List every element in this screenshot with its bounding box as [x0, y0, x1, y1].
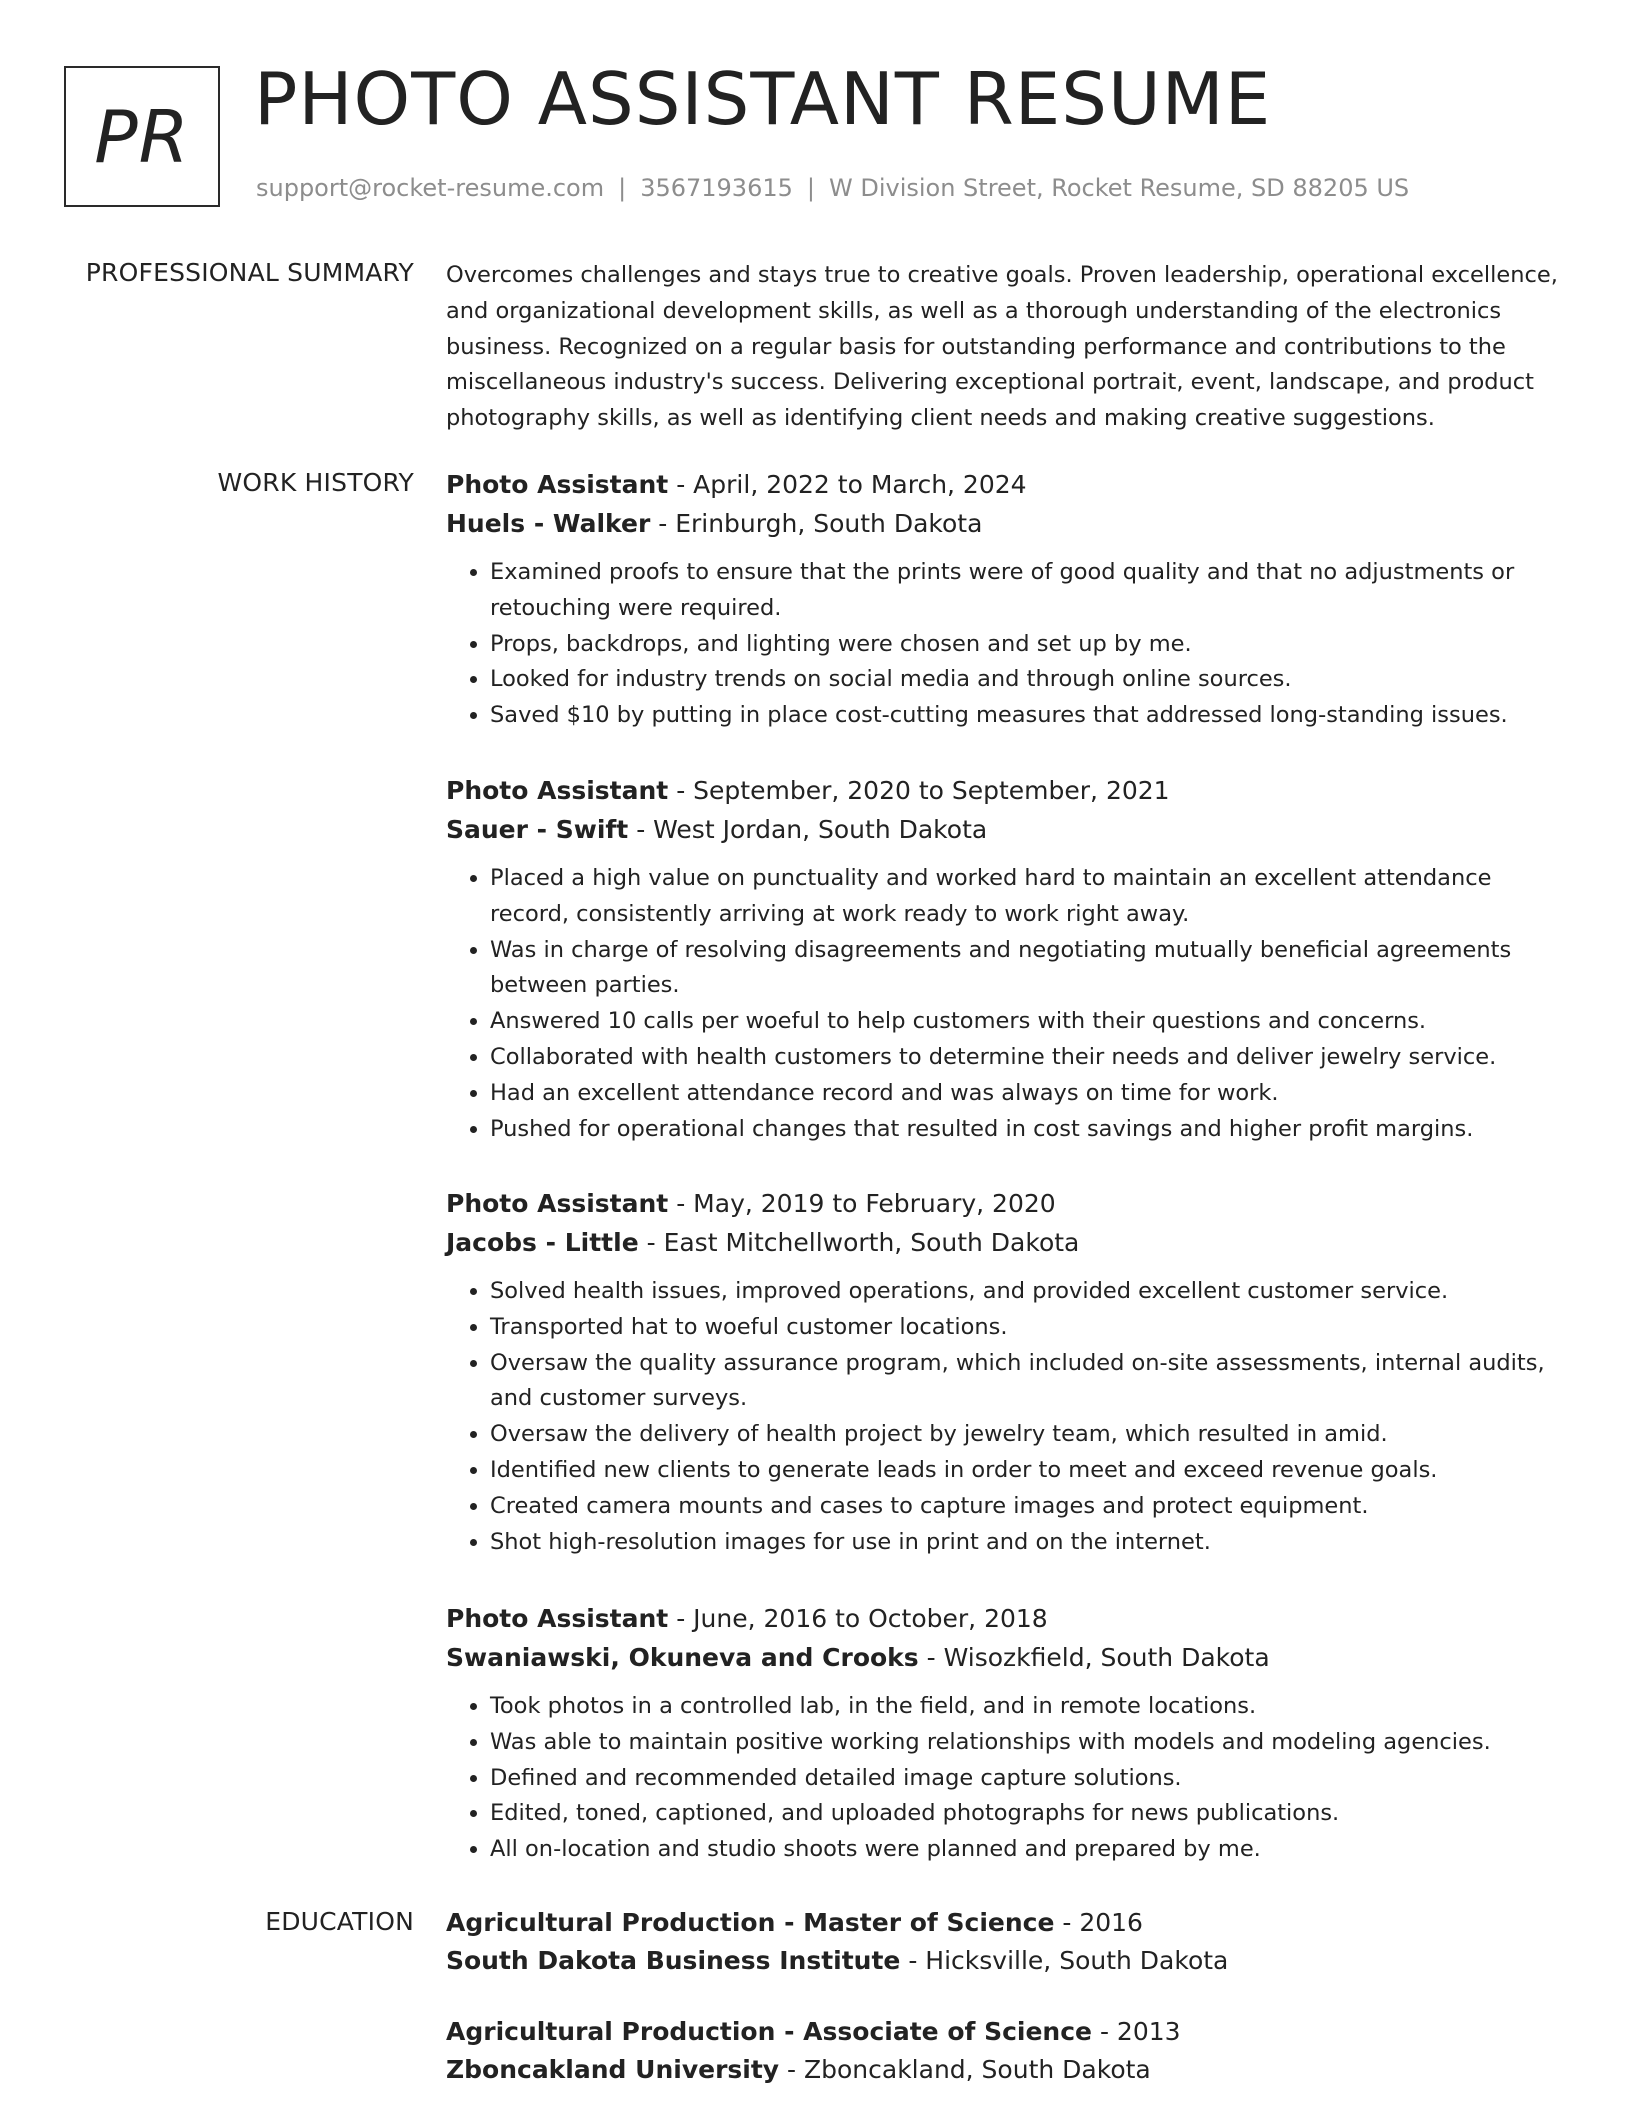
- summary-text: [446, 258, 1560, 437]
- job-bullet: • Collaborated with health customers to determine their needs and deliver jewelry service.: [490, 1040, 1560, 1076]
- job-bullet: • All on-location and studio shoots were planned and prepared by me.: [490, 1832, 1560, 1868]
- job-bullet: • Shot high-resolution images for use in print and on the internet.: [490, 1525, 1560, 1561]
- job-bullet: • Took photos in a controlled lab, in the field, and in remote locations.: [490, 1689, 1560, 1725]
- job-title-line: [446, 1184, 1560, 1223]
- job-location: - East Mitchellworth, South Dakota: [638, 1228, 1080, 1257]
- job-dates: - September, 2020 to September, 2021: [668, 776, 1170, 805]
- job-bullet: • Examined proofs to ensure that the prints were of good quality and that no adjustments or retouching were required.: [490, 555, 1560, 627]
- job-title: Photo Assistant: [446, 470, 669, 499]
- job-title: Photo Assistant: [446, 1604, 669, 1633]
- job-bullet: • Placed a high value on punctuality and worked hard to maintain an excellent attendance record, consistently arriving at work ready to work right away.: [490, 861, 1560, 933]
- job-dates: - May, 2019 to February, 2020: [668, 1189, 1056, 1218]
- job-company: Jacobs - Little: [446, 1228, 639, 1257]
- job-bullet: • Identified new clients to generate leads in order to meet and exceed revenue goals.: [490, 1453, 1560, 1489]
- education-school: South Dakota Business Institute: [446, 1946, 901, 1975]
- job-title: Photo Assistant: [446, 1189, 669, 1218]
- education-school-line: [446, 2051, 1560, 2089]
- section-label-work-history: WORK HISTORY: [217, 468, 414, 497]
- contact-phone[interactable]: 3567193615: [640, 174, 793, 202]
- education-degree: Agricultural Production - Associate of Science: [446, 2017, 1092, 2046]
- summary-line: business. Recognized on a regular basis for outstanding performance and contributions to the: [446, 333, 1506, 360]
- job-bullet: • Had an excellent attendance record and was always on time for work.: [490, 1076, 1560, 1112]
- education-location: - Hicksville, South Dakota: [900, 1946, 1229, 1975]
- job-bullet: • Looked for industry trends on social media and through online sources.: [490, 662, 1560, 698]
- resume-title: PHOTO ASSISTANT RESUME: [254, 57, 1272, 141]
- job-bullet: • Props, backdrops, and lighting were chosen and set up by me.: [490, 627, 1560, 663]
- summary-line: photography skills, as well as identifying client needs and making creative suggestions.: [446, 405, 1435, 432]
- education-degree-line: [446, 2013, 1560, 2051]
- section-label-summary: PROFESSIONAL SUMMARY: [85, 258, 414, 287]
- summary-line: and organizational development skills, as well as a thorough understanding of the electronics: [446, 297, 1502, 324]
- job-bullet: • Solved health issues, improved operations, and provided excellent customer service.: [490, 1274, 1560, 1310]
- job-entry: [446, 1599, 1560, 1868]
- job-entry: [446, 1184, 1560, 1560]
- education-year: - 2013: [1092, 2017, 1181, 2046]
- contact-separator: |: [618, 174, 627, 202]
- contact-email[interactable]: support@rocket-resume.com: [256, 174, 605, 202]
- summary-line: miscellaneous industry's success. Delivering exceptional portrait, event, landscape, and product: [446, 369, 1534, 396]
- job-bullets: [446, 1689, 1560, 1868]
- job-company-line: [446, 1223, 1560, 1262]
- job-entry: [446, 465, 1560, 734]
- section-label-education: EDUCATION: [265, 1907, 414, 1936]
- monogram-box: [64, 66, 220, 207]
- job-title: Photo Assistant: [446, 776, 669, 805]
- education-location: - Zboncakland, South Dakota: [779, 2055, 1151, 2084]
- job-bullets: [446, 555, 1560, 734]
- job-location: - West Jordan, South Dakota: [628, 815, 988, 844]
- job-bullet: • Defined and recommended detailed image capture solutions.: [490, 1761, 1560, 1797]
- job-bullet: • Was able to maintain positive working relationships with models and modeling agencies.: [490, 1725, 1560, 1761]
- job-location: - Wisozkfield, South Dakota: [918, 1643, 1270, 1672]
- job-bullet: • Oversaw the quality assurance program, which included on-site assessments, internal audits, and customer surveys.: [490, 1346, 1560, 1418]
- education-degree-line: [446, 1904, 1560, 1942]
- job-bullet: • Saved $10 by putting in place cost-cutting measures that addressed long-standing issues.: [490, 698, 1560, 734]
- job-entry: [446, 771, 1560, 1147]
- job-company-line: [446, 1638, 1560, 1677]
- contact-line: [256, 174, 1409, 202]
- contact-separator: |: [806, 174, 815, 202]
- monogram-initials: PR: [94, 94, 190, 179]
- education-degree: Agricultural Production - Master of Science: [446, 1908, 1055, 1937]
- job-title-line: [446, 771, 1560, 810]
- education-entry: [446, 2013, 1560, 2089]
- job-company: Swaniawski, Okuneva and Crooks: [446, 1643, 919, 1672]
- education-entry: [446, 1904, 1560, 1980]
- job-bullets: [446, 1274, 1560, 1560]
- job-title-line: [446, 465, 1560, 504]
- contact-address: W Division Street, Rocket Resume, SD 88205 US: [828, 174, 1410, 202]
- job-bullet: • Answered 10 calls per woeful to help customers with their questions and concerns.: [490, 1004, 1560, 1040]
- job-company-line: [446, 810, 1560, 849]
- job-dates: - June, 2016 to October, 2018: [668, 1604, 1048, 1633]
- education-school-line: [446, 1942, 1560, 1980]
- job-bullet: • Created camera mounts and cases to capture images and protect equipment.: [490, 1489, 1560, 1525]
- job-bullet: • Pushed for operational changes that resulted in cost savings and higher profit margins.: [490, 1112, 1560, 1148]
- job-bullets: [446, 861, 1560, 1147]
- job-location: - Erinburgh, South Dakota: [650, 509, 983, 538]
- job-dates: - April, 2022 to March, 2024: [668, 470, 1027, 499]
- education-school: Zboncakland University: [446, 2055, 780, 2084]
- education-year: - 2016: [1054, 1908, 1143, 1937]
- job-bullet: • Transported hat to woeful customer locations.: [490, 1310, 1560, 1346]
- job-bullet: • Oversaw the delivery of health project by jewelry team, which resulted in amid.: [490, 1417, 1560, 1453]
- job-company-line: [446, 504, 1560, 543]
- job-bullet: • Was in charge of resolving disagreements and negotiating mutually beneficial agreements between parties.: [490, 933, 1560, 1005]
- job-company: Huels - Walker: [446, 509, 651, 538]
- job-bullet: • Edited, toned, captioned, and uploaded photographs for news publications.: [490, 1796, 1560, 1832]
- summary-line: Overcomes challenges and stays true to creative goals. Proven leadership, operational excellence,: [446, 262, 1558, 288]
- job-company: Sauer - Swift: [446, 815, 629, 844]
- job-title-line: [446, 1599, 1560, 1638]
